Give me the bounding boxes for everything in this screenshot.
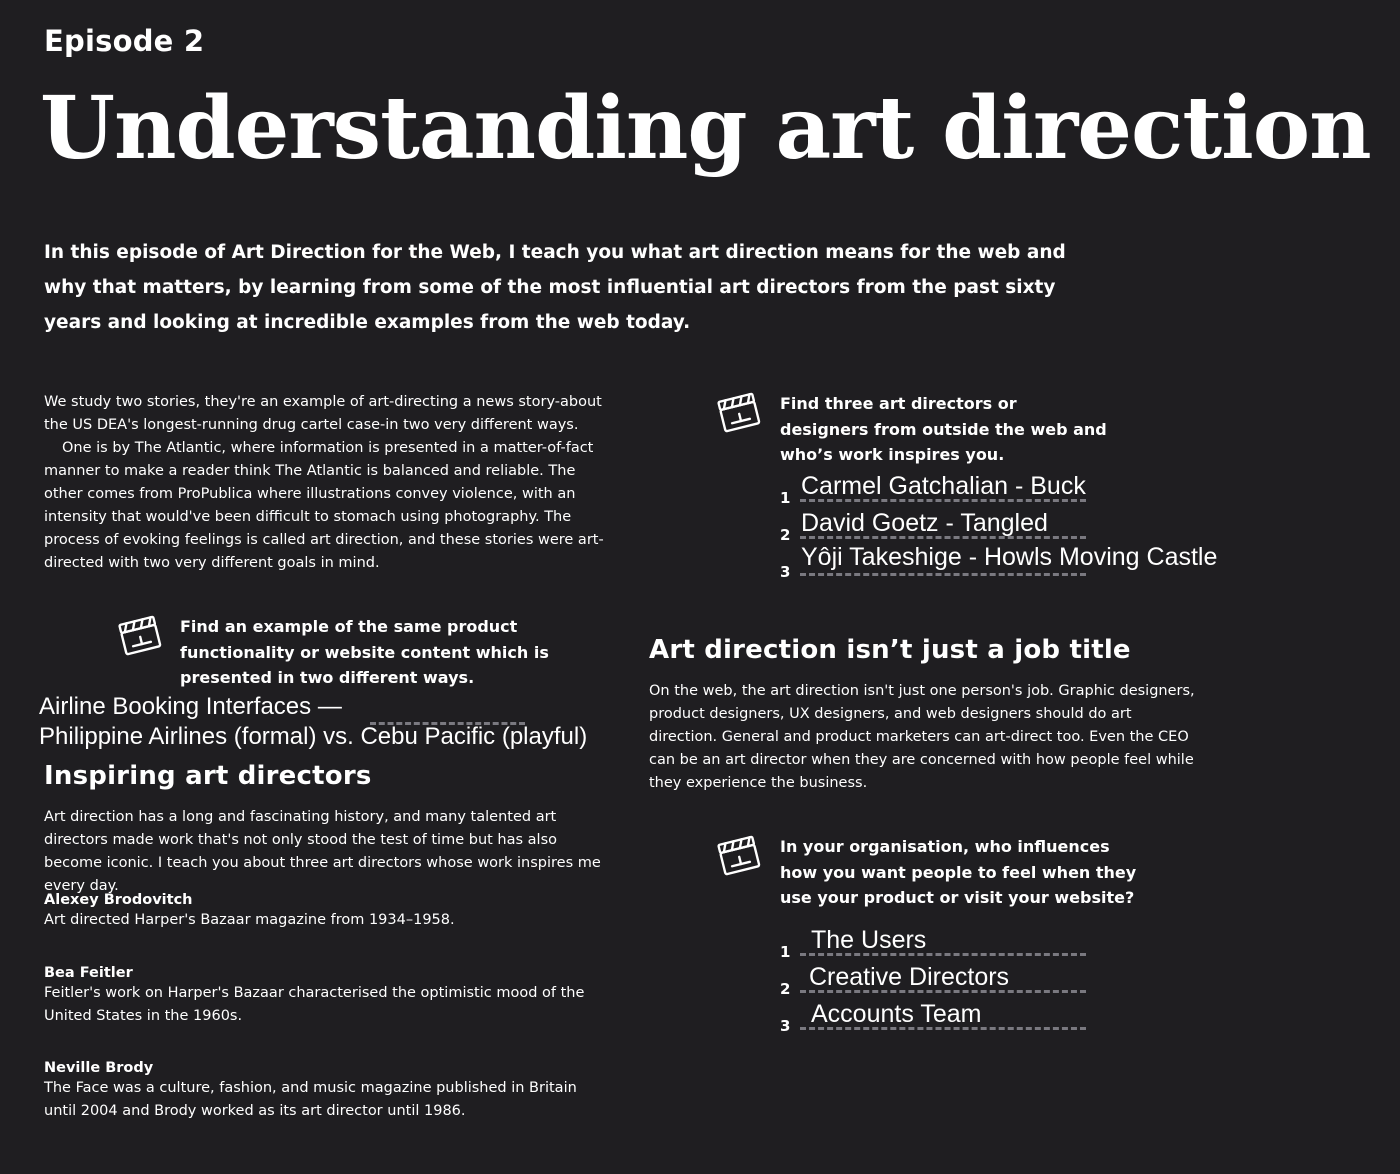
person-desc: Feitler's work on Harper's Bazaar characterised the optimistic mood of the United States in the 1960s. <box>44 985 585 1024</box>
answer-text[interactable]: Accounts Team <box>811 1000 982 1028</box>
example-answer-line-1[interactable]: Airline Booking Interfaces — <box>39 693 342 720</box>
answer-text[interactable]: The Users <box>811 926 927 954</box>
clapperboard-icon <box>715 391 763 435</box>
answer-text[interactable]: Yôji Takeshige - Howls Moving Castle <box>801 543 1218 571</box>
answer-row-2[interactable] <box>780 507 1200 544</box>
stories-paragraph-2: One is by The Atlantic, where information is presented in a matter-of-fact manner to make a reader think The Atlantic is balanced and reliable. The other comes from ProPublica where illustrations convey violence, with an intensity that would've been difficult to stomach using photography. The process of evoking feelings is called art direction, and these stories were art-directed with two very different goals in mind. <box>44 440 604 571</box>
person-brodovitch <box>44 892 612 932</box>
answer-number: 1 <box>780 489 791 507</box>
job-title-section <box>649 635 1209 795</box>
clapperboard-icon <box>715 834 763 878</box>
answer-row-1[interactable] <box>780 924 1200 961</box>
stories-section <box>44 391 612 575</box>
answer-number: 2 <box>780 526 791 544</box>
person-name: Bea Feitler <box>44 965 133 981</box>
directors-answers <box>780 470 1218 590</box>
task-example-prompt: Find an example of the same product functionality or website content which is presented in two different ways. <box>180 617 549 687</box>
answer-row-3[interactable] <box>780 998 1200 1035</box>
answer-number: 3 <box>780 563 791 581</box>
answer-row-3[interactable] <box>780 543 1218 581</box>
person-feitler <box>44 965 612 1028</box>
job-title-body: On the web, the art direction isn't just one person's job. Graphic designers, product designers, UX designers, and web designers should do art direction. General and product marketers can art-direct too. Even the CEO can be an art director when they are concerned with how people feel while they experience the business. <box>649 683 1195 791</box>
org-answers <box>780 924 1200 1044</box>
inspiring-heading: Inspiring art directors <box>44 761 372 791</box>
person-name: Alexey Brodovitch <box>44 892 193 908</box>
task-directors-prompt: Find three art directors or designers from outside the web and who’s work inspires you. <box>780 394 1107 464</box>
page-title: Understanding art direction <box>40 78 1371 179</box>
task-org-prompt: In your organisation, who influences how you want people to feel when they use your product or visit your website? <box>780 837 1137 907</box>
person-desc: The Face was a culture, fashion, and music magazine published in Britain until 2004 and Brody worked as its art director until 1986. <box>44 1080 577 1119</box>
intro-text: In this episode of Art Direction for the Web, I teach you what art direction means for the web and why that matters, by learning from some of the most influential art directors from the past sixty years and looking at incredible examples from the web today. <box>44 242 1066 333</box>
answer-number: 1 <box>780 943 791 961</box>
answer-text[interactable]: David Goetz - Tangled <box>801 509 1048 537</box>
person-name: Neville Brody <box>44 1060 154 1076</box>
episode-label: Episode 2 <box>44 24 205 58</box>
example-answer-line-2[interactable]: Philippine Airlines (formal) vs. Cebu Pacific (playful) <box>39 723 588 750</box>
answer-text[interactable]: Creative Directors <box>809 963 1010 991</box>
answer-underline <box>800 573 1086 576</box>
person-desc: Art directed Harper's Bazaar magazine from 1934–1958. <box>44 912 455 928</box>
answer-row-1[interactable] <box>780 470 1200 507</box>
answer-number: 2 <box>780 980 791 998</box>
stories-paragraph-1: We study two stories, they're an example of art-directing a news story-about the US DEA's longest-running drug cartel case-in two very different ways. <box>44 394 602 433</box>
answer-number: 3 <box>780 1017 791 1035</box>
inspiring-body: Art direction has a long and fascinating history, and many talented art directors made work that's not only stood the test of time but has also become iconic. I teach you about three art directors whose work inspires me every day. <box>44 809 601 894</box>
inspiring-section <box>44 761 612 898</box>
answer-row-2[interactable] <box>780 961 1200 998</box>
answer-text[interactable]: Carmel Gatchalian - Buck <box>801 472 1086 500</box>
person-brody <box>44 1060 612 1123</box>
job-title-heading: Art direction isn’t just a job title <box>649 635 1131 665</box>
clapperboard-icon <box>116 614 164 658</box>
